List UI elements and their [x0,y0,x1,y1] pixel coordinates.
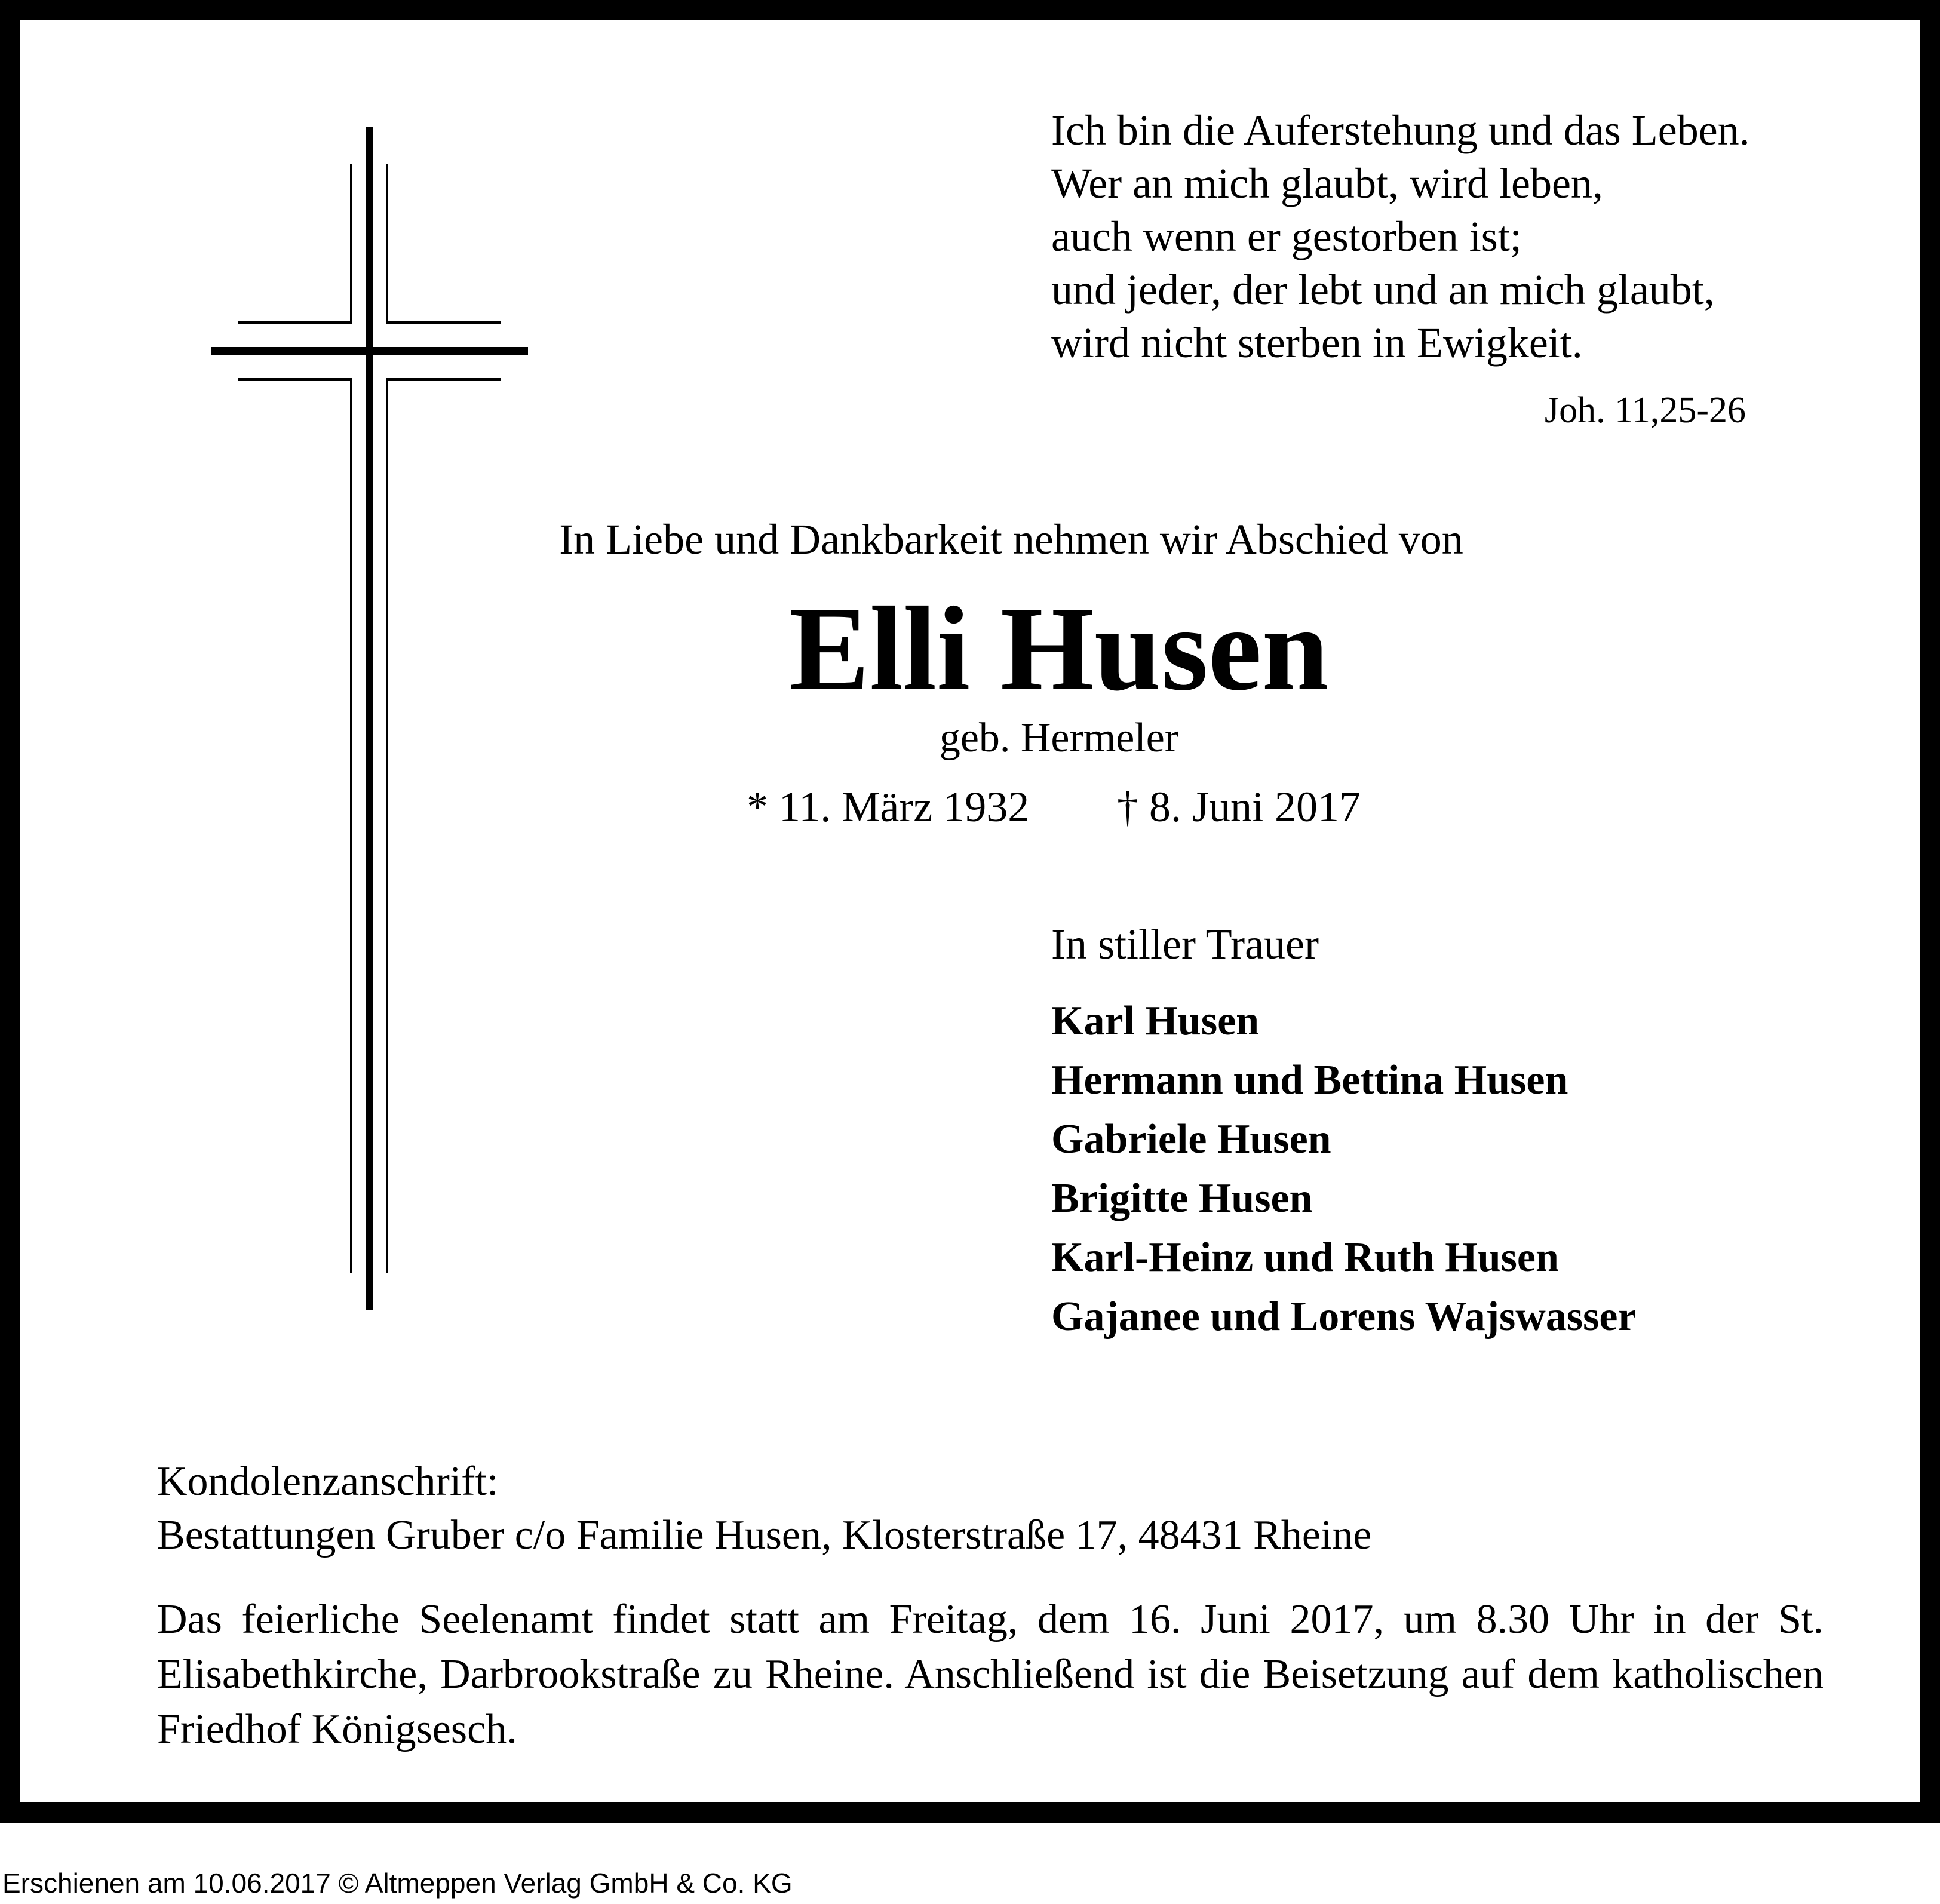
birth-date: * 11. März 1932 [747,783,1030,831]
condolence-address-text: Bestattungen Gruber c/o Familie Husen, Klosterstraße 17, 48431 Rheine [157,1512,1372,1558]
verse-reference: Joh. 11,25-26 [1545,390,1746,431]
death-date: † 8. Juni 2017 [1117,783,1361,831]
mourner-name: Brigitte Husen [1051,1175,1313,1221]
verse-line: wird nicht sterben in Ewigkeit. [1051,319,1583,367]
mourner-list [1051,991,1636,1346]
mourner-name: Hermann und Bettina Husen [1051,1057,1568,1103]
condolence-label: Kondolenzanschrift: [157,1458,499,1504]
verse-line: Wer an mich glaubt, wird leben, [1051,159,1603,207]
service-info: Das feierliche Seelenamt findet statt am Freitag, dem 16. Juni 2017, um 8.30 Uhr in der St. Elisabethkirche, Darbrookstraße zu Rheine. Anschließend ist die Beisetzung auf dem katholischen Friedhof Königsesch. [157,1596,1824,1752]
mourner-name: Karl Husen [1051,998,1260,1044]
mourner-name: Gajanee und Lorens Wajswasser [1051,1294,1637,1340]
bible-verse [1051,104,1828,370]
mourner-name: Gabriele Husen [1051,1116,1331,1162]
publication-footer: Erschienen am 10.06.2017 © Altmeppen Verlag GmbH & Co. KG [2,1868,793,1899]
maiden-name: geb. Hermeler [939,715,1179,761]
mourning-heading: In stiller Trauer [1051,920,1319,968]
verse-line: auch wenn er gestorben ist; [1051,213,1522,260]
verse-line: und jeder, der lebt und an mich glaubt, [1051,266,1715,314]
verse-line: Ich bin die Auferstehung und das Leben. [1051,106,1750,154]
mourner-name: Karl-Heinz und Ruth Husen [1051,1234,1559,1280]
deceased-name: Elli Husen [789,582,1329,715]
farewell-intro: In Liebe und Dankbarkeit nehmen wir Abschied von [559,515,1463,563]
condolence-address [157,1455,1371,1562]
